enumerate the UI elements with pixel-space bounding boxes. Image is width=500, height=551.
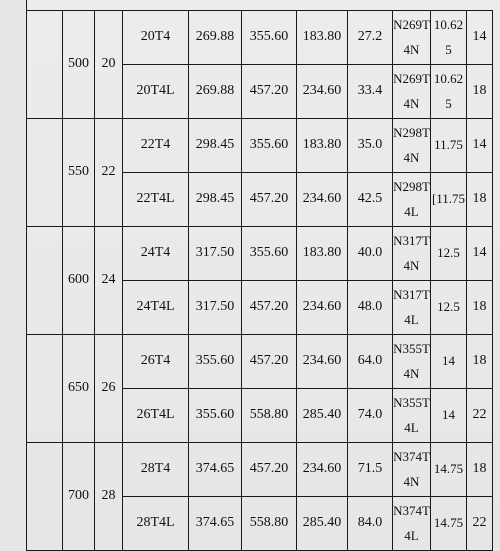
- code-cell: N317T4L: [393, 281, 431, 335]
- value-cell-2: 457.20: [242, 65, 297, 119]
- nominal-cell: 24: [95, 227, 123, 335]
- value-cell-3: 183.80: [297, 119, 348, 173]
- blank-cell: [27, 443, 63, 551]
- code-cell: N317T4N: [393, 227, 431, 281]
- value-cell-1: 355.60: [189, 335, 242, 389]
- ratio-cell: 10.625: [431, 11, 467, 65]
- table-row: [27, 119, 493, 173]
- nominal-cell: 26: [95, 335, 123, 443]
- value-cell-2: 558.80: [242, 389, 297, 443]
- last-cell: 18: [467, 65, 493, 119]
- size-cell: 700: [63, 443, 95, 551]
- value-cell-2: 457.20: [242, 173, 297, 227]
- value-cell-3: 285.40: [297, 389, 348, 443]
- blank-cell: [27, 119, 63, 227]
- code-cell: N374T4L: [393, 497, 431, 551]
- model-cell: 20T4: [123, 11, 189, 65]
- value-cell-2: 355.60: [242, 119, 297, 173]
- last-cell: 18: [467, 335, 493, 389]
- model-cell: 24T4L: [123, 281, 189, 335]
- ratio-cell: 14.75: [431, 497, 467, 551]
- ratio-cell: 14: [431, 389, 467, 443]
- ratio-cell: 11.75: [431, 119, 467, 173]
- model-cell: 24T4: [123, 227, 189, 281]
- table-row: [27, 227, 493, 281]
- blank-cell: [27, 11, 63, 119]
- nominal-cell: 20: [95, 11, 123, 119]
- value-cell-1: 298.45: [189, 119, 242, 173]
- model-cell: 26T4: [123, 335, 189, 389]
- value-cell-4: 35.0: [348, 119, 393, 173]
- code-cell: N355T4N: [393, 335, 431, 389]
- value-cell-1: 317.50: [189, 281, 242, 335]
- page-margin: [0, 0, 26, 551]
- value-cell-3: 234.60: [297, 65, 348, 119]
- code-cell: N355T4L: [393, 389, 431, 443]
- model-cell: 28T4L: [123, 497, 189, 551]
- spec-table-body: [27, 11, 493, 551]
- value-cell-3: 234.60: [297, 335, 348, 389]
- value-cell-3: 234.60: [297, 173, 348, 227]
- value-cell-1: 317.50: [189, 227, 242, 281]
- last-cell: 18: [467, 281, 493, 335]
- value-cell-4: 71.5: [348, 443, 393, 497]
- code-cell: N298T4N: [393, 119, 431, 173]
- value-cell-3: 183.80: [297, 227, 348, 281]
- value-cell-1: 298.45: [189, 173, 242, 227]
- ratio-cell: 14.75: [431, 443, 467, 497]
- ratio-cell: 12.5: [431, 227, 467, 281]
- model-cell: 28T4: [123, 443, 189, 497]
- value-cell-3: 234.60: [297, 281, 348, 335]
- value-cell-2: 457.20: [242, 281, 297, 335]
- spec-table: [26, 10, 493, 551]
- ratio-cell: [11.75: [431, 173, 467, 227]
- blank-cell: [27, 227, 63, 335]
- value-cell-4: 42.5: [348, 173, 393, 227]
- last-cell: 14: [467, 227, 493, 281]
- ratio-cell: 14: [431, 335, 467, 389]
- value-cell-2: 457.20: [242, 443, 297, 497]
- model-cell: 26T4L: [123, 389, 189, 443]
- size-cell: 500: [63, 11, 95, 119]
- value-cell-1: 355.60: [189, 389, 242, 443]
- value-cell-4: 33.4: [348, 65, 393, 119]
- table-row: [27, 443, 493, 497]
- value-cell-1: 269.88: [189, 11, 242, 65]
- nominal-cell: 22: [95, 119, 123, 227]
- value-cell-2: 355.60: [242, 227, 297, 281]
- code-cell: N298T4L: [393, 173, 431, 227]
- size-cell: 650: [63, 335, 95, 443]
- model-cell: 22T4L: [123, 173, 189, 227]
- value-cell-2: 457.20: [242, 335, 297, 389]
- last-cell: 18: [467, 173, 493, 227]
- value-cell-4: 40.0: [348, 227, 393, 281]
- value-cell-4: 64.0: [348, 335, 393, 389]
- value-cell-2: 558.80: [242, 497, 297, 551]
- last-cell: 14: [467, 119, 493, 173]
- ratio-cell: 10.625: [431, 65, 467, 119]
- value-cell-4: 48.0: [348, 281, 393, 335]
- value-cell-3: 183.80: [297, 11, 348, 65]
- last-cell: 18: [467, 443, 493, 497]
- table-left-rule: [26, 0, 27, 551]
- size-cell: 600: [63, 227, 95, 335]
- table-row: [27, 335, 493, 389]
- model-cell: 20T4L: [123, 65, 189, 119]
- code-cell: N269T4N: [393, 65, 431, 119]
- value-cell-2: 355.60: [242, 11, 297, 65]
- last-cell: 22: [467, 497, 493, 551]
- size-cell: 550: [63, 119, 95, 227]
- code-cell: N374T4N: [393, 443, 431, 497]
- ratio-cell: 12.5: [431, 281, 467, 335]
- value-cell-1: 269.88: [189, 65, 242, 119]
- value-cell-3: 285.40: [297, 497, 348, 551]
- blank-cell: [27, 335, 63, 443]
- code-cell: N269T4N: [393, 11, 431, 65]
- table-row: [27, 11, 493, 65]
- value-cell-4: 84.0: [348, 497, 393, 551]
- value-cell-1: 374.65: [189, 497, 242, 551]
- value-cell-3: 234.60: [297, 443, 348, 497]
- nominal-cell: 28: [95, 443, 123, 551]
- model-cell: 22T4: [123, 119, 189, 173]
- value-cell-4: 27.2: [348, 11, 393, 65]
- last-cell: 22: [467, 389, 493, 443]
- value-cell-1: 374.65: [189, 443, 242, 497]
- value-cell-4: 74.0: [348, 389, 393, 443]
- last-cell: 14: [467, 11, 493, 65]
